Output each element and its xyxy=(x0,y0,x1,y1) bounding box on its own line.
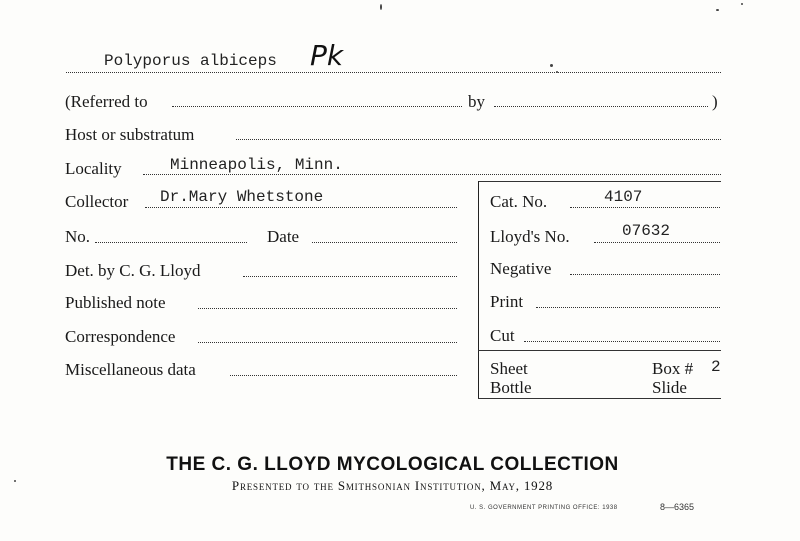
cat-no-label: Cat. No. xyxy=(490,192,548,211)
scan-speck xyxy=(556,71,558,73)
host-label: Host or substratum xyxy=(65,125,195,144)
box-left-border xyxy=(478,181,479,399)
locality-line xyxy=(143,174,721,175)
printer-imprint: U. S. GOVERNMENT PRINTING OFFICE: 1938 xyxy=(470,505,618,511)
misc-data-line xyxy=(230,375,457,376)
referred-to-label: (Referred to xyxy=(65,92,148,111)
by-label: by xyxy=(468,92,485,111)
collector-value: Dr.Mary Whetstone xyxy=(160,188,324,206)
print-label: Print xyxy=(490,292,524,311)
lloyds-no-line xyxy=(594,242,720,243)
collection-subtitle: Presented to the Smithsonian Institution, May, 1928 xyxy=(231,478,554,493)
published-note-label: Published note xyxy=(65,293,166,312)
cat-no-line xyxy=(570,207,720,208)
correspondence-line xyxy=(198,342,457,343)
negative-line xyxy=(570,274,720,275)
no-label: No. xyxy=(65,227,91,246)
scan-speck xyxy=(741,3,743,5)
scan-speck xyxy=(716,9,719,11)
by-line xyxy=(494,106,708,107)
lloyds-no-value: 07632 xyxy=(622,222,671,240)
date-line xyxy=(312,242,457,243)
cut-label: Cut xyxy=(490,326,515,345)
box-bottom-border xyxy=(478,398,721,399)
det-by-line xyxy=(243,276,457,277)
slide-label: Slide xyxy=(652,378,687,397)
species-name: Polyporus albiceps xyxy=(104,52,277,70)
form-number: 8—6365 xyxy=(660,502,695,512)
cut-line xyxy=(524,341,720,342)
locality-value: Minneapolis, Minn. xyxy=(170,156,343,174)
species-line xyxy=(66,72,721,73)
box-top-border xyxy=(478,181,721,182)
sheet-label: Sheet xyxy=(490,359,528,378)
host-line xyxy=(236,139,721,140)
collection-title: THE C. G. LLOYD MYCOLOGICAL COLLECTION xyxy=(166,454,619,475)
species-author-handwritten: Pk xyxy=(310,39,344,72)
date-label: Date xyxy=(267,227,300,246)
negative-label: Negative xyxy=(490,259,552,278)
correspondence-label: Correspondence xyxy=(65,327,176,346)
referred-to-line xyxy=(172,106,462,107)
box-divider xyxy=(478,350,721,351)
misc-data-label: Miscellaneous data xyxy=(65,360,196,379)
print-line xyxy=(536,307,720,308)
published-note-line xyxy=(198,308,457,309)
box-number-label: Box # xyxy=(652,359,694,378)
cat-no-value: 4107 xyxy=(604,188,643,206)
scan-speck xyxy=(550,64,553,67)
lloyds-no-label: Lloyd's No. xyxy=(490,227,570,246)
close-paren: ) xyxy=(712,92,718,111)
no-line xyxy=(95,242,247,243)
locality-label: Locality xyxy=(65,159,122,178)
scan-speck xyxy=(14,480,16,482)
scan-speck xyxy=(380,4,382,10)
collector-label: Collector xyxy=(65,192,129,211)
box-number-value: 2 xyxy=(711,358,721,376)
collector-line xyxy=(145,207,457,208)
det-by-label: Det. by C. G. Lloyd xyxy=(65,261,201,280)
bottle-label: Bottle xyxy=(490,378,532,397)
